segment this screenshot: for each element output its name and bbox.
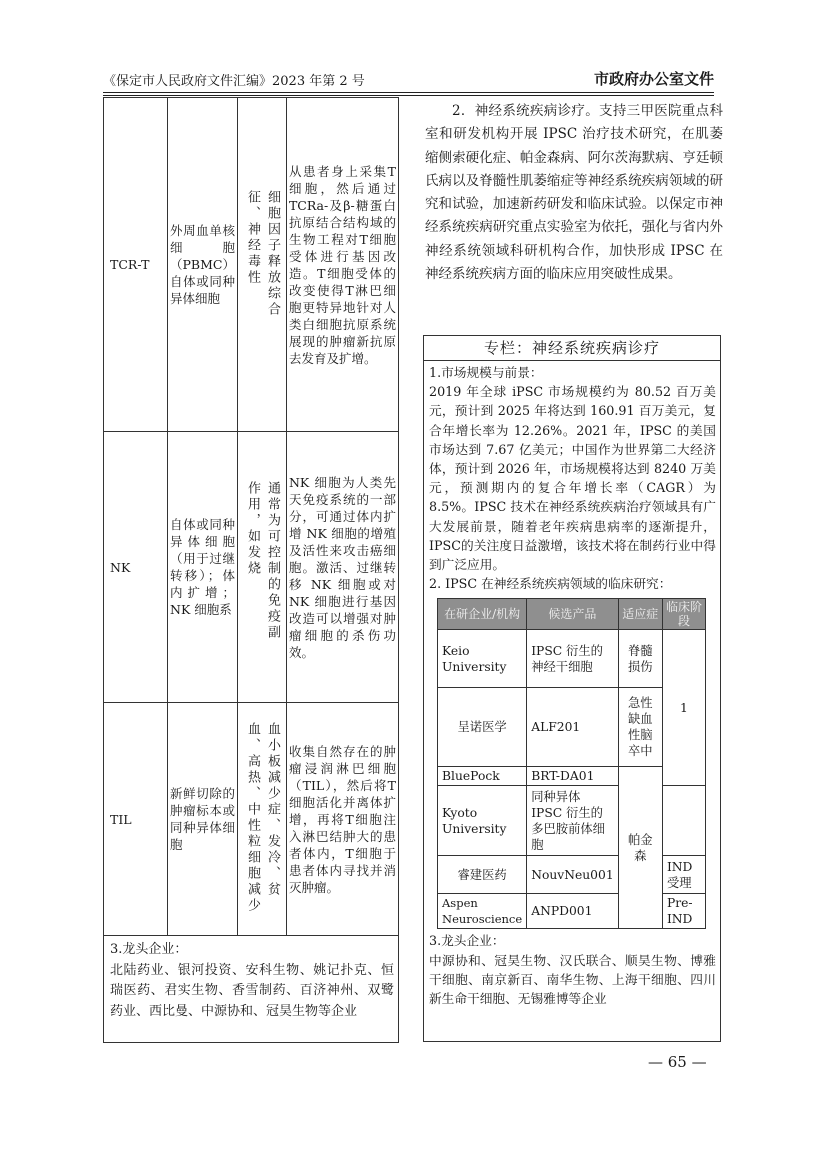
org-cell: 呈诺医学 [438,688,527,767]
box-enterprises-list: 中源协和、冠昊生物、汉氏联合、顺昊生物、博雅干细胞、南京新百、南华生物、上海干细胞、四川新生命干细胞、无锡雅博等企业 [429,952,716,1007]
product-cell: ANPD001 [527,894,618,929]
box-title: 专栏：神经系统疾病诊疗 [424,336,720,361]
col-header-indication: 适应症 [618,599,662,630]
org-cell: Keio University [438,630,527,688]
cell-source: 自体或同种异体细胞（用于过继转移）；体内扩增；NK 细胞系 [168,432,238,703]
leading-enterprises-list: 北陆药业、银河投资、安科生物、姚记扑克、恒瑞医药、君实生物、香雪制药、百济神州、双鹭药业、西比曼、中源协和、冠昊生物等企业 [110,962,394,1019]
indication-cell-merged: 帕金森 [618,767,662,929]
neuro-section-paragraph: 2．神经系统疾病诊疗。支持三甲医院重点科室和研发机构开展 IPSC 治疗技术研究，在肌萎缩侧索硬化症、帕金森病、阿尔茨海默病、亨廷顿氏病以及脊髓性肌萎缩症等神经系统疾病领域的研究和试验，加速新药研发和临床试验。以保定市神经系统疾病研究重点实验室为依托，强化与省内外神经系统领域科研机构合作，加快形成 IPSC 在神经系统疾病方面的临床应用突破性成果。 [425,103,723,283]
therapy-type: NK [104,432,168,703]
header-rule-thin [103,95,714,96]
header-rule [103,92,714,93]
stage-cell: IND 受理 [662,856,705,894]
side-effects: 血小板减少症、发冷、贫血、高热、中性粒细胞减少 [244,721,280,914]
therapy-type: TIL [104,703,168,936]
market-text: 2019 年全球 iPSC 市场规模约为 80.52 百万美元，预计到 2025 年将达到 160.91 百万美元，复合年增长率为 12.26%。2021 年，IPSC 的美国市场达到 7.67 亿美元；中国作为世界第二大经济体，预计到 2026 年，市场规模将达到 8240 万美元，预测期内的复合年增长率（CAGR）为 8.5%。IPSC 技术在神经系统疾病治疗领域具有广大发展前景，随着老年疾病患病率的逐渐提升，IPSC的关注度日益激增，该技术将在制药行业中得到广泛应用。 [429,384,716,573]
clinical-research-table [437,598,706,929]
table-header-row [438,599,706,630]
header-document-title: 《保定市人民政府文件汇编》2023 年第 2 号 [103,74,365,89]
product-cell: IPSC 衍生的神经干细胞 [527,630,618,688]
indication-cell: 急性缺血性脑卒中 [618,688,662,767]
table-row [104,432,399,703]
col-header-org: 在研企业/机构 [438,599,527,630]
product-cell: ALF201 [527,688,618,767]
leading-enterprises-heading: 3.龙头企业： [110,942,188,957]
market-heading: 1.市场规模与前景： [429,365,543,380]
table-row [438,856,706,894]
stage-cell-merged: 1 [662,630,705,786]
product-cell: 同种异体 IPSC 衍生的多巴胺前体细胞 [527,786,618,856]
product-cell: BRT-DA01 [527,767,618,786]
table-row [104,936,399,1043]
org-cell: 睿建医药 [438,856,527,894]
org-cell: Kyoto University [438,786,527,856]
cell-source: 新鲜切除的肿瘤标本或同种异体细胞 [168,703,238,936]
table-row [438,894,706,929]
therapy-description: NK 细胞为人类先天免疫系统的一部分，可通过体内扩增 NK 细胞的增殖及活性来攻击癌细胞。激活、过继转移 NK 细胞或对 NK 细胞进行基因改造可以增强对肿瘤细胞的杀伤功效。 [286,432,398,703]
neuro-column-box [423,335,721,1042]
table-row [104,703,399,936]
page-number: — 65 — [648,1053,707,1071]
stage-cell: Pre-IND [662,894,705,929]
org-cell: Aspen Neuroscience [438,894,527,929]
side-effects: 通常为可控制的免疫副作用，如发烧 [244,481,280,641]
cell-therapy-table [103,97,399,1043]
header-office-label: 市政府办公室文件 [593,70,714,88]
product-cell: NouvNeu001 [527,856,618,894]
indication-cell: 脊髓损伤 [618,630,662,688]
table-row [438,630,706,688]
therapy-description: 从患者身上采集T细胞，然后通过TCRa-及β-糖蛋白抗原结合结构域的生物工程对T细胞受体进行基因改造。T细胞受体的改变使得T淋巴细胞更特异地针对人类白细胞抗原系统展现的肿瘤新抗原去发育及扩增。 [286,98,398,432]
table-row [104,98,399,432]
therapy-type: TCR-T [104,98,168,432]
therapy-description: 收集自然存在的肿瘤浸润淋巴细胞（TIL），然后将T细胞活化并离体扩增，再将T细胞注入淋巴结肿大的患者体内，T细胞于患者体内寻找并消灭肿瘤。 [286,703,398,936]
table-row [438,786,706,856]
cell-source: 外周血单核细胞（PBMC）自体或同种异体细胞 [168,98,238,432]
side-effects: 细胞因子释放综合征、神经毒性 [244,189,280,318]
box-enterprises-heading: 3.龙头企业： [429,933,505,949]
col-header-product: 候选产品 [527,599,618,630]
org-cell: BluePock [438,767,527,786]
clinical-heading: 2. IPSC 在神经系统疾病领域的临床研究： [429,576,672,592]
col-header-stage: 临床阶段 [662,599,705,630]
